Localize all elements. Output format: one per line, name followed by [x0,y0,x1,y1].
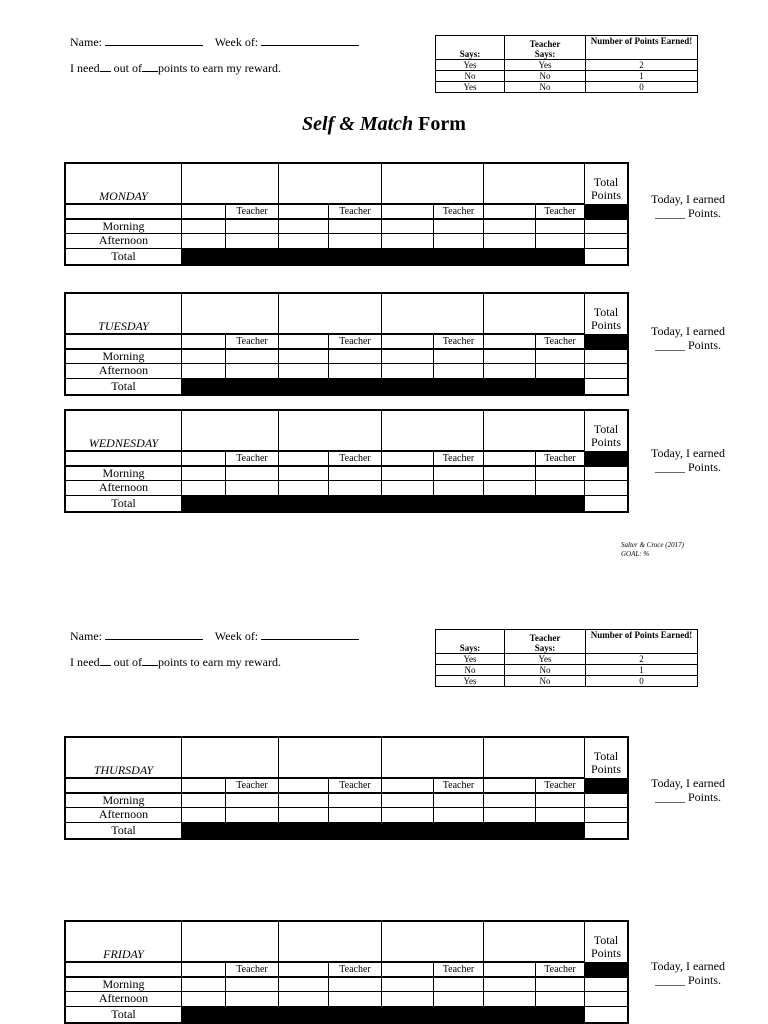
student-label [484,452,536,467]
teacher-label: Teacher [434,205,484,220]
student-label [382,335,434,350]
total-points-header: Total Points [585,922,627,963]
out-of-text: out of [110,61,142,75]
behavior-header-3[interactable] [382,922,484,963]
reward-line [70,61,281,76]
student-label [182,452,226,467]
morning-entry-cell[interactable] [382,978,434,992]
day-grid-thursday [64,736,629,840]
afternoon-entry-cell[interactable] [329,808,382,823]
afternoon-entry-cell[interactable] [382,364,434,379]
header-top [70,35,359,50]
today-earned-wednesday: Today, I earned _____ Points. [650,446,725,474]
total-row-label: Total [66,379,182,394]
afternoon-entry-cell[interactable] [329,992,382,1007]
morning-entry-cell[interactable] [484,350,536,364]
afternoon-row-label: Afternoon [66,234,182,249]
afternoon-entry-cell[interactable] [279,808,329,823]
teacher-label: Teacher [536,963,585,978]
morning-entry-cell[interactable] [536,978,585,992]
student-label [382,779,434,794]
teacher-row-label [66,963,182,978]
morning-entry-cell[interactable] [434,220,484,234]
afternoon-entry-cell[interactable] [434,992,484,1007]
total-row-blackout [182,823,585,838]
teacher-label: Teacher [536,205,585,220]
behavior-header-3[interactable] [382,738,484,779]
name-field[interactable] [105,630,203,640]
teacher-label: Teacher [226,963,279,978]
total-row-blackout [182,496,585,511]
afternoon-entry-cell[interactable] [536,992,585,1007]
total-points-header: Total Points [585,738,627,779]
student-label [382,205,434,220]
morning-entry-cell[interactable] [536,220,585,234]
student-label [182,335,226,350]
day-name: MONDAY [66,164,182,205]
afternoon-entry-cell[interactable] [226,364,279,379]
morning-entry-cell[interactable] [226,350,279,364]
teacher-label: Teacher [536,452,585,467]
morning-entry-cell[interactable] [329,350,382,364]
afternoon-row-label: Afternoon [66,992,182,1007]
afternoon-entry-cell[interactable] [182,808,226,823]
behavior-header-4[interactable] [484,922,585,963]
daily-total-cell[interactable] [585,823,627,838]
afternoon-entry-cell[interactable] [329,364,382,379]
morning-entry-cell[interactable] [182,467,226,481]
afternoon-entry-cell[interactable] [279,481,329,496]
teacher-row-label [66,335,182,350]
daily-total-cell[interactable] [585,496,627,511]
morning-entry-cell[interactable] [484,794,536,808]
day-name: THURSDAY [66,738,182,779]
teacher-label: Teacher [434,779,484,794]
name-field[interactable] [105,36,203,46]
morning-entry-cell[interactable] [279,794,329,808]
week-field[interactable] [261,630,359,640]
morning-entry-cell[interactable] [536,794,585,808]
day-name: TUESDAY [66,294,182,335]
total-points-blackout [585,779,627,794]
teacher-label: Teacher [226,779,279,794]
behavior-header-2[interactable] [279,164,382,205]
behavior-header-2[interactable] [279,411,382,452]
student-label [182,205,226,220]
total-row-label: Total [66,1007,182,1022]
total-points-header: Total Points [585,164,627,205]
header-bottom [70,629,359,644]
morning-row-label: Morning [66,978,182,992]
afternoon-entry-cell[interactable] [279,234,329,249]
student-label [484,205,536,220]
morning-entry-cell[interactable] [279,220,329,234]
teacher-row-label [66,205,182,220]
behavior-header-4[interactable] [484,411,585,452]
total-points-blackout [585,335,627,350]
key-header-teacher: Teacher Says: [505,36,586,60]
morning-entry-cell[interactable] [329,978,382,992]
morning-entry-cell[interactable] [226,220,279,234]
afternoon-total-points-cell[interactable] [585,234,627,249]
morning-entry-cell[interactable] [226,467,279,481]
afternoon-entry-cell[interactable] [279,364,329,379]
teacher-label: Teacher [226,335,279,350]
morning-entry-cell[interactable] [536,350,585,364]
morning-entry-cell[interactable] [182,794,226,808]
need-points-field[interactable] [100,62,111,72]
morning-entry-cell[interactable] [382,467,434,481]
afternoon-entry-cell[interactable] [536,364,585,379]
total-row-blackout [182,249,585,264]
afternoon-entry-cell[interactable] [484,234,536,249]
morning-total-points-cell[interactable] [585,220,627,234]
behavior-header-2[interactable] [279,922,382,963]
total-points-blackout [585,452,627,467]
afternoon-entry-cell[interactable] [329,481,382,496]
afternoon-total-points-cell[interactable] [585,992,627,1007]
afternoon-row-label: Afternoon [66,364,182,379]
teacher-label: Teacher [434,963,484,978]
out-of-text: out of [110,655,142,669]
key-header-student: Says: [436,36,505,60]
afternoon-entry-cell[interactable] [484,992,536,1007]
need-text: I need [70,61,100,75]
key-row: Yes No 0 [436,82,698,93]
morning-entry-cell[interactable] [434,978,484,992]
morning-total-points-cell[interactable] [585,350,627,364]
afternoon-entry-cell[interactable] [226,481,279,496]
morning-total-points-cell[interactable] [585,794,627,808]
key-row: Yes No 0 [436,676,698,687]
total-row-label: Total [66,249,182,264]
morning-row-label: Morning [66,467,182,481]
morning-entry-cell[interactable] [329,220,382,234]
teacher-row-label [66,779,182,794]
afternoon-entry-cell[interactable] [484,364,536,379]
afternoon-total-points-cell[interactable] [585,808,627,823]
daily-total-cell[interactable] [585,1007,627,1022]
teacher-label: Teacher [536,779,585,794]
week-field[interactable] [261,36,359,46]
behavior-header-4[interactable] [484,164,585,205]
key-row: No No 1 [436,71,698,82]
teacher-row-label [66,452,182,467]
afternoon-entry-cell[interactable] [484,808,536,823]
afternoon-entry-cell[interactable] [279,992,329,1007]
points-key-table [435,35,698,93]
week-label: Week of: [214,35,259,49]
teacher-label: Teacher [226,452,279,467]
morning-entry-cell[interactable] [279,467,329,481]
today-earned-friday: Today, I earned _____ Points. [650,959,725,987]
student-label [279,779,329,794]
key-header-points: Number of Points Earned! [586,36,698,60]
morning-entry-cell[interactable] [329,794,382,808]
morning-entry-cell[interactable] [279,350,329,364]
student-label [279,452,329,467]
total-points-header: Total Points [585,294,627,335]
behavior-header-1[interactable] [182,738,279,779]
morning-entry-cell[interactable] [182,220,226,234]
daily-total-cell[interactable] [585,249,627,264]
behavior-header-3[interactable] [382,411,484,452]
afternoon-entry-cell[interactable] [382,992,434,1007]
reward-line [70,655,281,670]
student-label [382,452,434,467]
name-label: Name: [70,629,102,643]
name-label: Name: [70,35,102,49]
key-header-teacher: Teacher Says: [505,630,586,654]
behavior-header-2[interactable] [279,738,382,779]
student-label [279,963,329,978]
student-label [279,335,329,350]
morning-entry-cell[interactable] [329,467,382,481]
afternoon-entry-cell[interactable] [182,481,226,496]
afternoon-row-label: Afternoon [66,481,182,496]
day-grid-wednesday [64,409,629,513]
morning-entry-cell[interactable] [484,220,536,234]
behavior-header-1[interactable] [182,922,279,963]
morning-row-label: Morning [66,350,182,364]
footer-credit: Salter & Croce (2017) GOAL: % [621,541,684,558]
student-label [484,779,536,794]
morning-row-label: Morning [66,220,182,234]
behavior-header-1[interactable] [182,411,279,452]
day-grid-friday [64,920,629,1024]
reward-text: points to earn my reward. [158,655,281,669]
total-row-blackout [182,1007,585,1022]
total-row-label: Total [66,496,182,511]
behavior-header-4[interactable] [484,294,585,335]
morning-entry-cell[interactable] [382,794,434,808]
total-row-blackout [182,379,585,394]
afternoon-entry-cell[interactable] [536,481,585,496]
morning-entry-cell[interactable] [536,467,585,481]
behavior-header-1[interactable] [182,164,279,205]
total-points-blackout [585,963,627,978]
day-grid-tuesday [64,292,629,396]
key-row: Yes Yes 2 [436,60,698,71]
student-label [484,335,536,350]
afternoon-entry-cell[interactable] [382,234,434,249]
day-name: WEDNESDAY [66,411,182,452]
morning-entry-cell[interactable] [484,467,536,481]
behavior-header-3[interactable] [382,294,484,335]
afternoon-entry-cell[interactable] [484,481,536,496]
morning-total-points-cell[interactable] [585,978,627,992]
afternoon-entry-cell[interactable] [182,364,226,379]
daily-total-cell[interactable] [585,379,627,394]
morning-entry-cell[interactable] [434,467,484,481]
behavior-header-3[interactable] [382,164,484,205]
afternoon-entry-cell[interactable] [434,364,484,379]
morning-entry-cell[interactable] [182,978,226,992]
student-label [279,205,329,220]
morning-entry-cell[interactable] [382,220,434,234]
morning-entry-cell[interactable] [182,350,226,364]
total-points-field[interactable] [142,62,158,72]
morning-entry-cell[interactable] [484,978,536,992]
reward-text: points to earn my reward. [158,61,281,75]
afternoon-entry-cell[interactable] [226,992,279,1007]
morning-entry-cell[interactable] [226,978,279,992]
teacher-label: Teacher [329,205,382,220]
morning-row-label: Morning [66,794,182,808]
morning-entry-cell[interactable] [434,794,484,808]
afternoon-entry-cell[interactable] [434,234,484,249]
teacher-label: Teacher [329,335,382,350]
need-points-field[interactable] [100,656,111,666]
afternoon-entry-cell[interactable] [536,234,585,249]
key-header-student: Says: [436,630,505,654]
teacher-label: Teacher [329,779,382,794]
page-title: Self & Match Form [302,113,466,135]
morning-entry-cell[interactable] [434,350,484,364]
need-text: I need [70,655,100,669]
afternoon-row-label: Afternoon [66,808,182,823]
behavior-header-2[interactable] [279,294,382,335]
today-earned-monday: Today, I earned _____ Points. [650,192,725,220]
behavior-header-1[interactable] [182,294,279,335]
afternoon-entry-cell[interactable] [226,234,279,249]
afternoon-entry-cell[interactable] [226,808,279,823]
points-key-table [435,629,698,687]
behavior-header-4[interactable] [484,738,585,779]
student-label [182,779,226,794]
morning-entry-cell[interactable] [279,978,329,992]
student-label [484,963,536,978]
afternoon-entry-cell[interactable] [434,481,484,496]
afternoon-entry-cell[interactable] [182,992,226,1007]
today-earned-thursday: Today, I earned _____ Points. [650,776,725,804]
student-label [182,963,226,978]
day-name: FRIDAY [66,922,182,963]
morning-total-points-cell[interactable] [585,467,627,481]
afternoon-entry-cell[interactable] [182,234,226,249]
afternoon-total-points-cell[interactable] [585,364,627,379]
student-label [382,963,434,978]
total-points-header: Total Points [585,411,627,452]
morning-entry-cell[interactable] [226,794,279,808]
teacher-label: Teacher [434,335,484,350]
afternoon-total-points-cell[interactable] [585,481,627,496]
total-points-blackout [585,205,627,220]
afternoon-entry-cell[interactable] [536,808,585,823]
key-row: No No 1 [436,665,698,676]
afternoon-entry-cell[interactable] [382,808,434,823]
today-earned-tuesday: Today, I earned _____ Points. [650,324,725,352]
teacher-label: Teacher [226,205,279,220]
day-grid-monday [64,162,629,266]
afternoon-entry-cell[interactable] [329,234,382,249]
key-row: Yes Yes 2 [436,654,698,665]
afternoon-entry-cell[interactable] [382,481,434,496]
week-label: Week of: [214,629,259,643]
key-header-points: Number of Points Earned! [586,630,698,654]
afternoon-entry-cell[interactable] [434,808,484,823]
morning-entry-cell[interactable] [382,350,434,364]
teacher-label: Teacher [536,335,585,350]
teacher-label: Teacher [329,452,382,467]
teacher-label: Teacher [434,452,484,467]
teacher-label: Teacher [329,963,382,978]
total-row-label: Total [66,823,182,838]
total-points-field[interactable] [142,656,158,666]
